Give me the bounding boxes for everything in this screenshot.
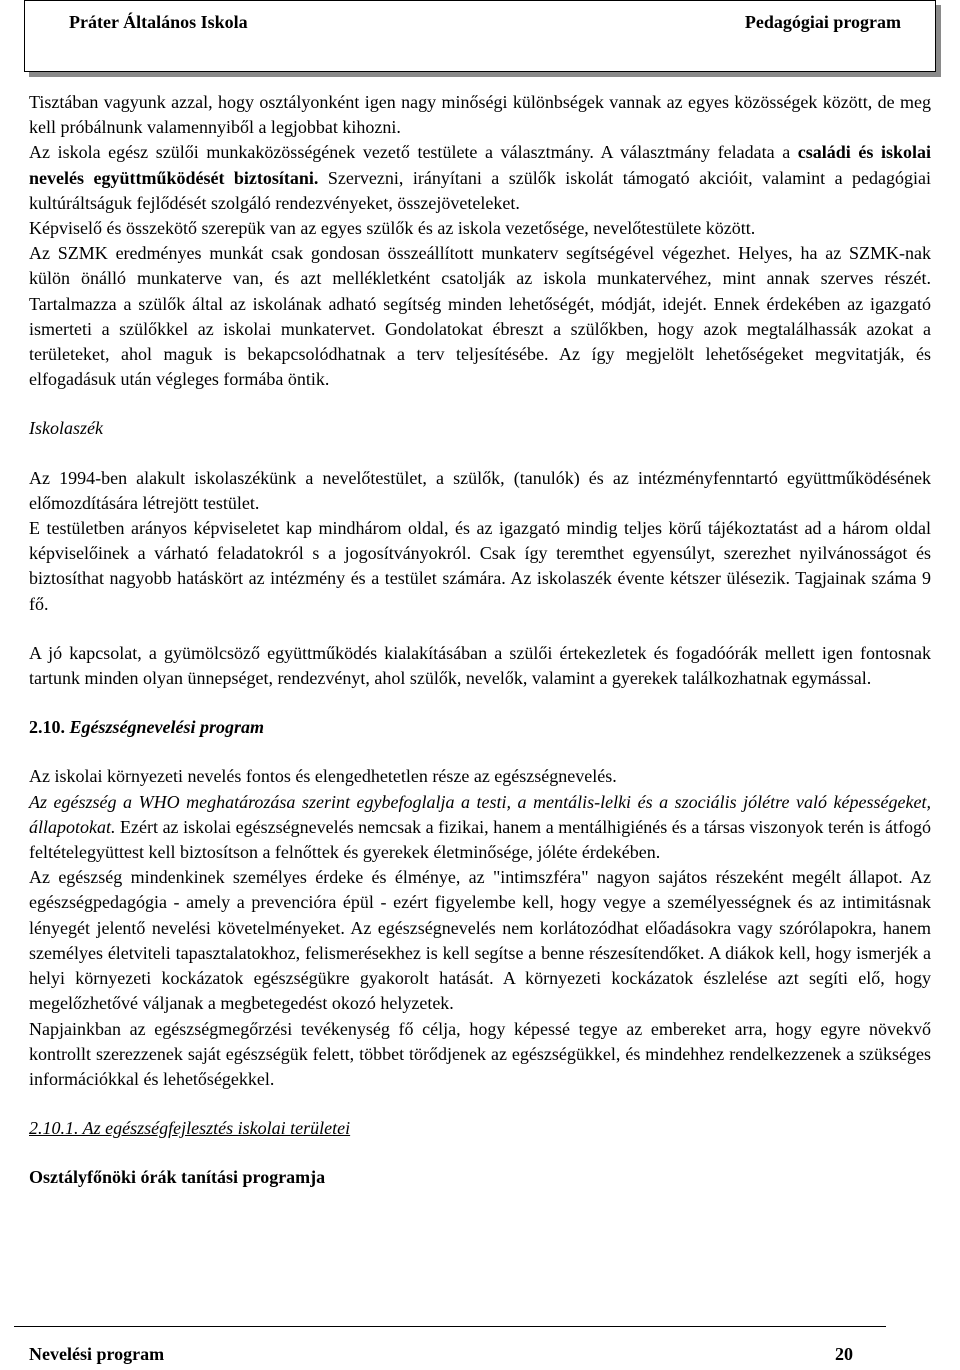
section-title: Egészségnevelési program bbox=[69, 717, 264, 738]
subsection-heading: 2.10.1. Az egészségfejlesztés iskolai területei bbox=[29, 1118, 351, 1139]
text-run: Szervezni, irányítani a szülők iskolát támogató akcióit, valamint a pedagógiai kultúráltságuk fejlődését szolgáló rendezvényeket, összejöveteleket. bbox=[29, 167, 932, 213]
text-run: Az iskola egész szülői munkaközösségének vezető testülete a választmány. A választmány feladata a bbox=[29, 142, 798, 163]
subheading: Osztályfőnöki órák tanítási programja bbox=[29, 1167, 326, 1188]
text-run: Ezért az iskolai egészségnevelés nemcsak a fizikai, hanem a mentálhigiénés és a társas viszonyok terén is átfogó feltételegyüttest kell biztosítson a felnőttek és gyerekek életminősége, jóléte érdekében. bbox=[29, 816, 931, 863]
footer-divider bbox=[14, 1326, 886, 1327]
paragraph: Az egészség mindenkinek személyes érdeke és élménye, az "intimszféra" nagyon sajátos részeként megélt állapot. Az egészségpedagógia - amely a prevencióra épül - ezért figyelembe kell, hogy vegye a személyességnek és az intimitásnak lényegét jelentő nevelési követelményeket. Az egészségnevelés nem korlátozódhat előadásokra vagy szórólapokra, hanem személyes életviteli tapasztalatokhoz, felismerésekhez is kell segítse a benne részesítendőket. A diákok kell, hogy ismerjék a helyi környezeti kockázatok egészségükre gyakorolt hatását. A környezeti kockázatok észlelése azt segíti elő, hogy megelőzhetővé váljanak a megbetegedést okozó helyzetek. bbox=[29, 867, 931, 1014]
paragraph: A jó kapcsolat, a gyümölcsöző együttműködés kialakításában a szülői értekezletek és fogadóórák mellett igen fontosnak tartunk minden olyan ünnepséget, rendezvényt, ahol szülők, nevelők, valamint a gyerekek találkozhatnak egymással. bbox=[29, 642, 931, 689]
paragraph: Az iskolai környezeti nevelés fontos és elengedhetetlen része az egészségnevelés. bbox=[29, 766, 617, 787]
iskolaszek-heading: Iskolaszék bbox=[29, 418, 103, 439]
paragraph: Tisztában vagyunk azzal, hogy osztályonként igen nagy minőségi különbségek vannak az egyes közösségek között, de meg kell próbálnunk valamennyiből a legjobbat kihozni. bbox=[29, 92, 931, 138]
paragraph bbox=[29, 140, 931, 216]
header-school-name: Práter Általános Iskola bbox=[69, 12, 248, 32]
paragraph: Az 1994-ben alakult iskolaszékünk a nevelőtestület, a szülők, (tanulók) és az intézményfenntartó együttműködésének előmozdítására létrejött testület. bbox=[29, 467, 931, 513]
header-document-title: Pedagógiai program bbox=[744, 12, 901, 32]
paragraph bbox=[29, 790, 931, 866]
page-number: 20 bbox=[835, 1344, 853, 1364]
document-body bbox=[29, 90, 931, 1191]
section-heading bbox=[29, 715, 931, 740]
italic-text: Az egészség a WHO meghatározása szerint egybefoglalja a testi, a mentális-lelki és a szociális jólétre való képességeket, állapotokat. bbox=[29, 791, 931, 837]
page-header bbox=[24, 0, 936, 72]
footer-title: Nevelési program bbox=[29, 1344, 165, 1364]
paragraph: Az SZMK eredményes munkát csak gondosan összeállított munkaterv segítségével végezhet. Helyes, ha az SZMK-nak külön önálló munkaterve van, és azt mellékletként csatolják az iskola munkatervéhez, mint annak szerves részét. Tartalmazza a szülők által az iskolának adható segítség minden lehetőségét, módját, idejét. Ennek érdekében az igazgató ismerteti a szülőkkel az iskolai munkatervet. Gondolatokat ébreszt a szülőkben, hogy azok megtalálhassák azokat a területeket, ahol maguk is bekapcsolódhatnak a terv teljesítésébe. Az így megjelölt lehetőségeket megvitatják, és elfogadásuk után végleges formába öntik. bbox=[29, 243, 931, 390]
paragraph: E testületben arányos képviseletet kap mindhárom oldal, és az igazgató mindig teljes körű tájékoztatást ad a három oldal képviselőinek a várható feladatokról s a jogosítványokról. Csak így teremthet egyensúlyt, szerezhet nyilvánosságot és biztosíthat nagyobb hatáskört az intézmény és a testület számára. Az iskolaszék évente kétszer ülésezik. Tagjainak száma 9 fő. bbox=[29, 518, 931, 614]
paragraph: Napjainkban az egészségmegőrzési tevékenység fő célja, hogy képessé tegye az embereket arra, hogy egyre növekvő kontrollt szerezzenek saját egészségük felett, többet törődjenek az egészségükkel, és mindehhez rendelkezzenek a szükséges információkkal és lehetőségekkel. bbox=[29, 1018, 931, 1089]
bold-text: családi és iskolai nevelés együttműködését biztosítani. bbox=[29, 142, 931, 188]
section-number: 2.10. bbox=[29, 717, 65, 738]
paragraph: Képviselő és összekötő szerepük van az egyes szülők és az iskola vezetősége, nevelőtestülete között. bbox=[29, 218, 756, 239]
